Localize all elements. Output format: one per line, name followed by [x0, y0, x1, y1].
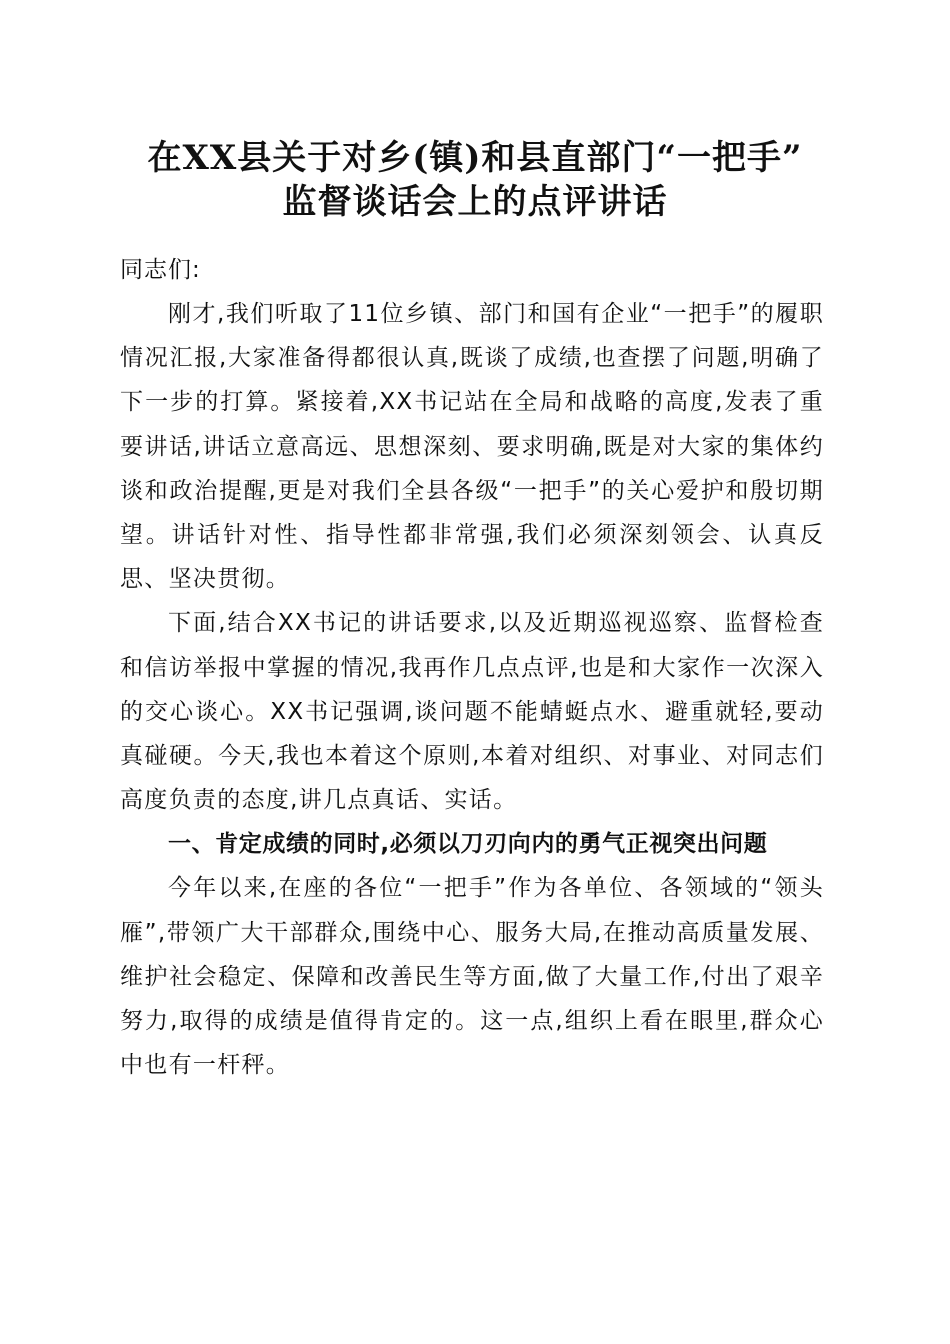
title-line-2: 监督谈话会上的点评讲话: [282, 182, 668, 222]
paragraph-2: 下面,结合XX书记的讲话要求,以及近期巡视巡察、监督检查和信访举报中掌握的情况,我再作几点点评,也是和大家作一次深入的交心谈心。XX书记强调,谈问题不能蜻蜓点水、避重就轻,要动真碰硬。今天,我也本着这个原则,本着对组织、对事业、对同志们高度负责的态度,讲几点真话、实话。: [120, 610, 824, 814]
document-title: [80, 136, 870, 224]
title-line-1: 在XX县关于对乡(镇)和县直部门“一把手”: [147, 138, 803, 178]
paragraph-1: 刚才,我们听取了11位乡镇、部门和国有企业“一把手”的履职情况汇报,大家准备得都很认真,既谈了成绩,也查摆了问题,明确了下一步的打算。紧接着,XX书记站在全局和战略的高度,发表了重要讲话,讲话立意高远、思想深刻、要求明确,既是对大家的集体约谈和政治提醒,更是对我们全县各级“一把手”的关心爱护和殷切期望。讲话针对性、指导性都非常强,我们必须深刻领会、认真反思、坚决贯彻。: [120, 301, 824, 593]
salutation: 同志们:: [120, 257, 201, 283]
document-body: [120, 248, 824, 1087]
section-heading-1: 一、肯定成绩的同时,必须以刀刃向内的勇气正视突出问题: [168, 831, 768, 858]
section-1-paragraph: 今年以来,在座的各位“一把手”作为各单位、各领域的“领头雁”,带领广大干部群众,围绕中心、服务大局,在推动高质量发展、维护社会稳定、保障和改善民生等方面,做了大量工作,付出了艰辛努力,取得的成绩是值得肯定的。这一点,组织上看在眼里,群众心中也有一杆秤。: [120, 875, 824, 1079]
